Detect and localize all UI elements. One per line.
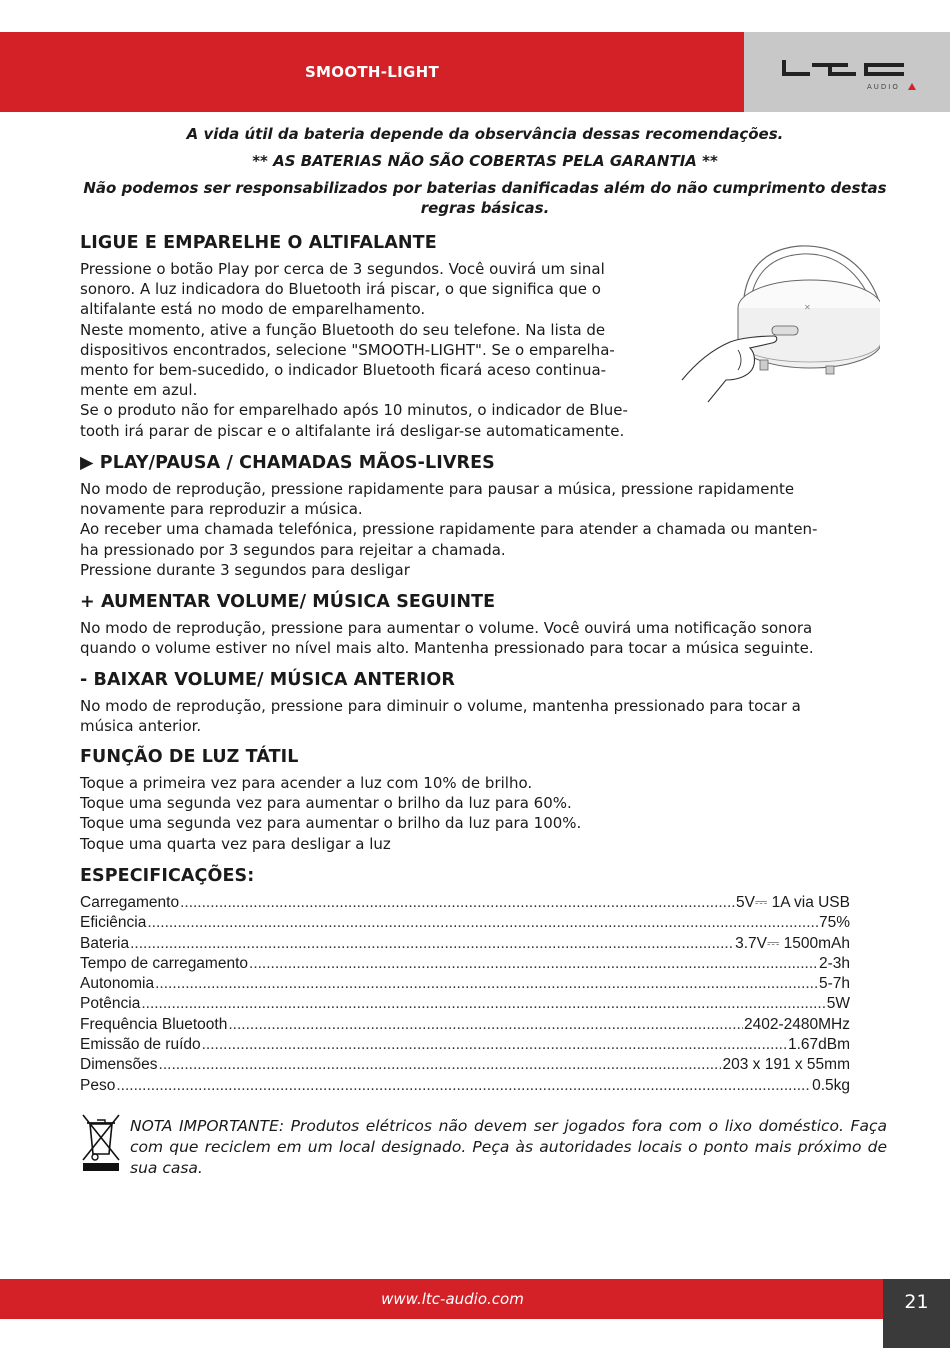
body-line: sonoro. A luz indicadora do Bluetooth irá piscar, o que significa que o bbox=[80, 280, 601, 299]
spec-row bbox=[80, 975, 850, 995]
section-title: - BAIXAR VOLUME/ MÚSICA ANTERIOR bbox=[80, 670, 455, 690]
section-title: FUNÇÃO DE LUZ TÁTIL bbox=[80, 747, 299, 767]
spec-label: Bateria bbox=[80, 934, 130, 952]
logo-text: AUDIO bbox=[867, 83, 900, 91]
spec-label: Frequência Bluetooth bbox=[80, 1015, 228, 1033]
svg-text:✕: ✕ bbox=[804, 303, 811, 312]
spec-leader-dots bbox=[116, 1077, 811, 1095]
section-play bbox=[80, 453, 888, 580]
body-line: Toque uma quarta vez para desligar a luz bbox=[80, 834, 391, 853]
section-body bbox=[80, 773, 888, 854]
section-title: LIGUE E EMPARELHE O ALTIFALANTE bbox=[80, 233, 437, 253]
section-title: ESPECIFICAÇÕES: bbox=[80, 866, 255, 886]
body-line: música anterior. bbox=[80, 717, 202, 736]
page-number: 21 bbox=[883, 1279, 950, 1348]
section-title bbox=[80, 453, 888, 473]
body-line: tooth irá parar de piscar e o altifalante irá desligar-se automaticamente. bbox=[80, 421, 625, 440]
spec-value: 1.67dBm bbox=[787, 1036, 850, 1054]
footer-url[interactable]: www.ltc-audio.com bbox=[381, 1290, 524, 1308]
footer-bar bbox=[0, 1279, 950, 1319]
header-bar bbox=[0, 32, 744, 112]
spec-leader-dots bbox=[130, 935, 734, 953]
note-line: ** AS BATERIAS NÃO SÃO COBERTAS PELA GARANTIA ** bbox=[252, 152, 718, 170]
logo-box bbox=[744, 32, 950, 112]
body-line: Pressione durante 3 segundos para desligar bbox=[80, 560, 410, 579]
spec-row bbox=[80, 894, 850, 914]
spec-row bbox=[80, 955, 850, 975]
section-specifications bbox=[80, 866, 888, 886]
section-body bbox=[80, 618, 888, 658]
spec-value: 203 x 191 x 55mm bbox=[722, 1056, 850, 1074]
body-line: Ao receber uma chamada telefónica, pressione rapidamente para atender a chamada ou manten- bbox=[80, 520, 818, 539]
section-body bbox=[80, 479, 888, 580]
spec-row bbox=[80, 1077, 850, 1097]
important-note: NOTA IMPORTANTE: Produtos elétricos não devem ser jogados fora com o lixo doméstico. Faça com que reciclem em um local designado. Peça às autoridades locais o ponto mais próximo de sua casa. bbox=[130, 1117, 887, 1177]
section-volume-up bbox=[80, 592, 888, 658]
section-body bbox=[80, 696, 888, 736]
body-line: mento for bem-sucedido, o indicador Bluetooth ficará aceso continua- bbox=[80, 361, 607, 380]
spec-label: Potência bbox=[80, 995, 141, 1013]
spec-label: Emissão de ruído bbox=[80, 1036, 201, 1054]
spec-label: Dimensões bbox=[80, 1056, 158, 1074]
spec-row bbox=[80, 995, 850, 1015]
spec-row bbox=[80, 935, 850, 955]
spec-label: Carregamento bbox=[80, 894, 180, 911]
spec-leader-dots bbox=[180, 894, 735, 912]
play-triangle-icon: ▶ bbox=[80, 453, 94, 473]
section-volume-down bbox=[80, 670, 888, 736]
body-line: No modo de reprodução, pressione para aumentar o volume. Você ouvirá uma notificação sonora bbox=[80, 619, 813, 637]
spec-leader-dots bbox=[249, 955, 818, 973]
body-line: altifalante está no modo de emparelhamento. bbox=[80, 300, 426, 319]
body-line: quando o volume estiver no nível mais alto. Mantenha pressionado para tocar a música seguinte. bbox=[80, 639, 814, 658]
body-line: Se o produto não for emparelhado após 10 minutos, o indicador de Blue- bbox=[80, 401, 628, 420]
weee-crossed-bin-icon bbox=[80, 1112, 122, 1174]
spec-label: Eficiência bbox=[80, 914, 147, 932]
spec-value: 5V⎓ 1A via USB bbox=[735, 894, 850, 911]
battery-notes bbox=[78, 124, 892, 225]
section-touch-light bbox=[80, 747, 888, 854]
spec-value: 5W bbox=[826, 995, 850, 1013]
body-line: No modo de reprodução, pressione rapidamente para pausar a música, pressione rapidamente bbox=[80, 480, 795, 498]
spec-row bbox=[80, 1056, 850, 1076]
spec-leader-dots bbox=[202, 1036, 787, 1054]
spec-value: 2402-2480MHz bbox=[744, 1015, 850, 1033]
body-line: Pressione o botão Play por cerca de 3 segundos. Você ouvirá um sinal bbox=[80, 260, 605, 278]
spec-table bbox=[80, 894, 850, 1097]
body-line: Toque a primeira vez para acender a luz com 10% de brilho. bbox=[80, 774, 533, 792]
body-line: Toque uma segunda vez para aumentar o brilho da luz para 60%. bbox=[80, 794, 572, 813]
speaker-lamp-illustration bbox=[680, 230, 880, 410]
spec-leader-dots bbox=[159, 1056, 722, 1074]
spec-label: Tempo de carregamento bbox=[80, 954, 249, 972]
spec-value: 3.7V⎓ 1500mAh bbox=[735, 934, 850, 952]
spec-leader-dots bbox=[141, 995, 825, 1013]
body-line: novamente para reproduzir a música. bbox=[80, 500, 363, 519]
note-line: Não podemos ser responsabilizados por baterias danificadas além do não cumprimento destas regras básicas. bbox=[83, 179, 887, 217]
body-line: mente em azul. bbox=[80, 381, 198, 400]
note-line: A vida útil da bateria depende da observância dessas recomendações. bbox=[186, 125, 784, 143]
spec-value: 2-3h bbox=[818, 954, 850, 972]
spec-value: 5-7h bbox=[818, 975, 850, 993]
body-line: dispositivos encontrados, selecione "SMOOTH-LIGHT". Se o emparelha- bbox=[80, 340, 615, 359]
ltc-logo-icon bbox=[744, 32, 950, 112]
body-line: No modo de reprodução, pressione para diminuir o volume, mantenha pressionado para tocar a bbox=[80, 697, 801, 715]
spec-row bbox=[80, 1016, 850, 1036]
spec-leader-dots bbox=[155, 975, 818, 993]
spec-value: 0.5kg bbox=[812, 1076, 850, 1094]
body-line: ha pressionado por 3 segundos para rejeitar a chamada. bbox=[80, 540, 506, 559]
spec-label: Peso bbox=[80, 1076, 116, 1094]
body-line: Toque uma segunda vez para aumentar o brilho da luz para 100%. bbox=[80, 814, 582, 833]
header-title: SMOOTH-LIGHT bbox=[304, 63, 440, 81]
spec-value: 75% bbox=[818, 914, 850, 932]
spec-leader-dots bbox=[228, 1016, 743, 1034]
spec-leader-dots bbox=[147, 914, 818, 932]
body-line: Neste momento, ative a função Bluetooth do seu telefone. Na lista de bbox=[80, 320, 606, 339]
spec-row bbox=[80, 914, 850, 934]
spec-label: Autonomia bbox=[80, 975, 155, 993]
section-title-text: PLAY/PAUSA / CHAMADAS MÃOS-LIVRES bbox=[99, 453, 495, 473]
spec-row bbox=[80, 1036, 850, 1056]
section-title: + AUMENTAR VOLUME/ MÚSICA SEGUINTE bbox=[80, 592, 496, 612]
